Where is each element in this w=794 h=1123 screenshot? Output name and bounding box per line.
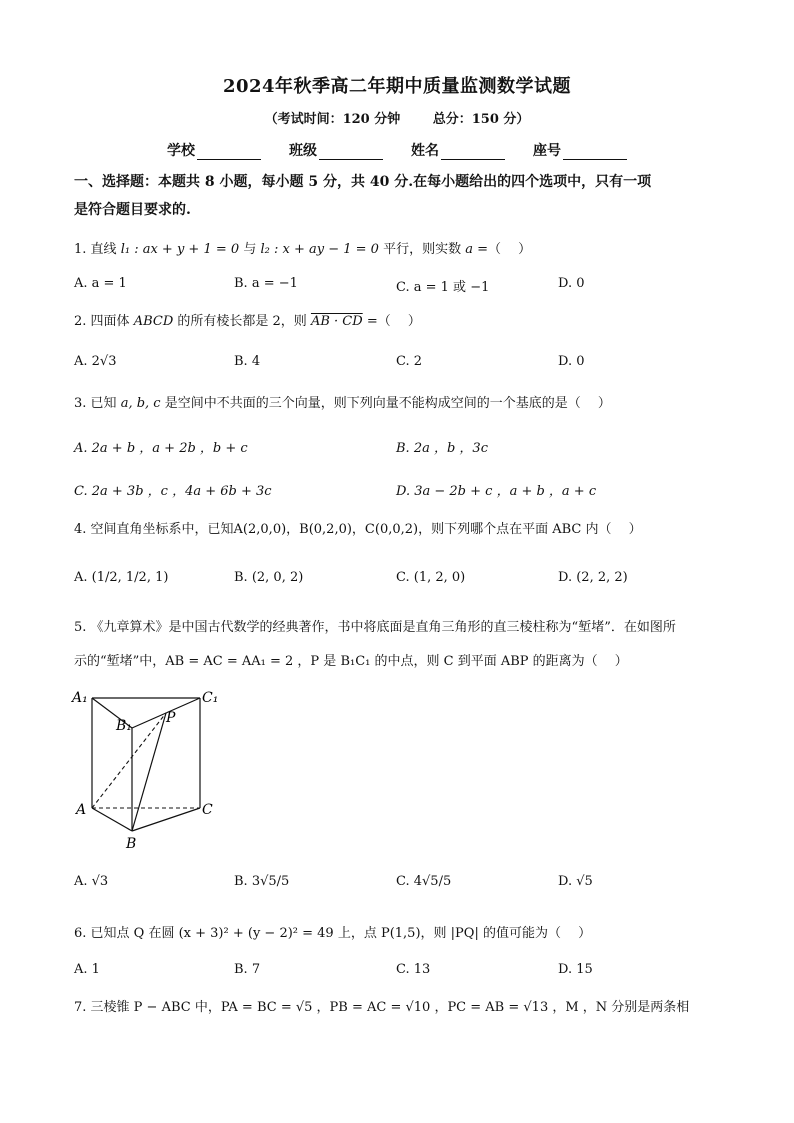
option-d[interactable]: D. 3a − 2b + c ，a + b ，a + c (396, 484, 597, 499)
option-d[interactable]: D. √5 (558, 874, 593, 889)
question-6-options (74, 962, 734, 984)
option-c[interactable]: C. 2 (396, 354, 423, 369)
option-a[interactable]: A. (1/2, 1/2, 1) (74, 570, 169, 585)
question-4-options (74, 570, 734, 592)
option-a[interactable]: A. 2√3 (74, 354, 117, 369)
prism-diagram (70, 686, 230, 856)
exam-title: 2024年秋季高二年期中质量监测数学试题 (222, 76, 572, 97)
option-d[interactable]: D. 0 (558, 354, 585, 369)
option-a[interactable]: A. 2a + b ，a + 2b ，b + c (74, 441, 248, 456)
question-1: 1. 直线 l₁ : ax + y + 1 = 0 与 l₂ : x + ay − 1 = 0 平行，则实数 a =（ ） (74, 242, 532, 257)
option-d[interactable]: D. 15 (558, 962, 593, 977)
question-3: 3. 已知 a, b, c 是空间中不共面的三个向量，则下列向量不能构成空间的一个基底的是（ ） (74, 396, 611, 411)
section-heading: 一、选择题：本题共 8 小题，每小题 5 分，共 40 分.在每小题给出的四个选项中，只有一项 是符合题目要求的. (74, 174, 652, 218)
label-c: C (202, 802, 213, 818)
field-name[interactable]: 姓名 (411, 140, 505, 160)
exam-subtitle (0, 108, 794, 127)
student-info-fields (0, 140, 794, 160)
question-6: 6. 已知点 Q 在圆 (x + 3)² + (y − 2)² = 49 上，点 P(1,5)，则 |PQ| 的值可能为（ ） (74, 926, 592, 941)
question-5-options (74, 874, 734, 896)
option-b[interactable]: B. a = −1 (234, 276, 298, 291)
option-c[interactable]: C. (1, 2, 0) (396, 570, 466, 585)
question-3-options-row1 (74, 437, 734, 459)
label-c1: C₁ (202, 690, 219, 706)
field-school[interactable]: 学校 (167, 140, 261, 160)
question-2-options (74, 354, 734, 376)
question-2: 2. 四面体 ABCD 的所有棱长都是 2，则 AB · CD =（ ） (74, 314, 421, 329)
question-3-options-row2 (74, 480, 734, 502)
question-4: 4. 空间直角坐标系中，已知A(2,0,0)，B(0,2,0)，C(0,0,2)，则下列哪个点在平面 ABC 内（ ） (74, 522, 642, 537)
label-a1: A₁ (72, 690, 88, 706)
prism-figure (70, 686, 230, 856)
question-7: 7. 三棱锥 P − ABC 中，PA = BC = √5 ，PB = AC = √10 ，PC = AB = √13 ，M ，N 分别是两条相 (74, 1000, 690, 1015)
option-c[interactable]: C. 4√5/5 (396, 874, 452, 889)
option-c[interactable]: C. 13 (396, 962, 431, 977)
option-b[interactable]: B. 2a ，b ，3c (396, 441, 488, 456)
question-5: 5. 《九章算术》是中国古代数学的经典著作，书中将底面是直角三角形的直三棱柱称为“堑堵”．在如图所 示的“堑堵”中，AB = AC = AA₁ = 2 ，P 是 B₁C₁ 的中点，则 C 到平面 ABP 的距离为（ ） (74, 620, 676, 669)
option-b[interactable]: B. 4 (234, 354, 261, 369)
option-d[interactable]: D. 0 (558, 276, 585, 291)
option-b[interactable]: B. 3√5/5 (234, 874, 290, 889)
exam-time: （考试时间：120 分钟 (264, 112, 401, 127)
option-b[interactable]: B. (2, 0, 2) (234, 570, 304, 585)
question-1-options (74, 276, 734, 298)
label-b: B (126, 836, 137, 852)
option-d[interactable]: D. (2, 2, 2) (558, 570, 628, 585)
option-a[interactable]: A. 1 (74, 962, 100, 977)
option-a[interactable]: A. a = 1 (74, 276, 127, 291)
option-a[interactable]: A. √3 (74, 874, 109, 889)
option-c[interactable]: C. 2a + 3b ，c ，4a + 6b + 3c (74, 484, 272, 499)
total-score: 总分：150 分） (432, 112, 530, 127)
label-b1: B₁ (116, 718, 132, 734)
field-class[interactable]: 班级 (289, 140, 383, 160)
option-b[interactable]: B. 7 (234, 962, 261, 977)
field-seat-number[interactable]: 座号 (533, 140, 627, 160)
label-p: P (166, 710, 176, 726)
label-a: A (76, 802, 87, 818)
option-c[interactable]: C. a = 1 或 −1 (396, 280, 490, 295)
